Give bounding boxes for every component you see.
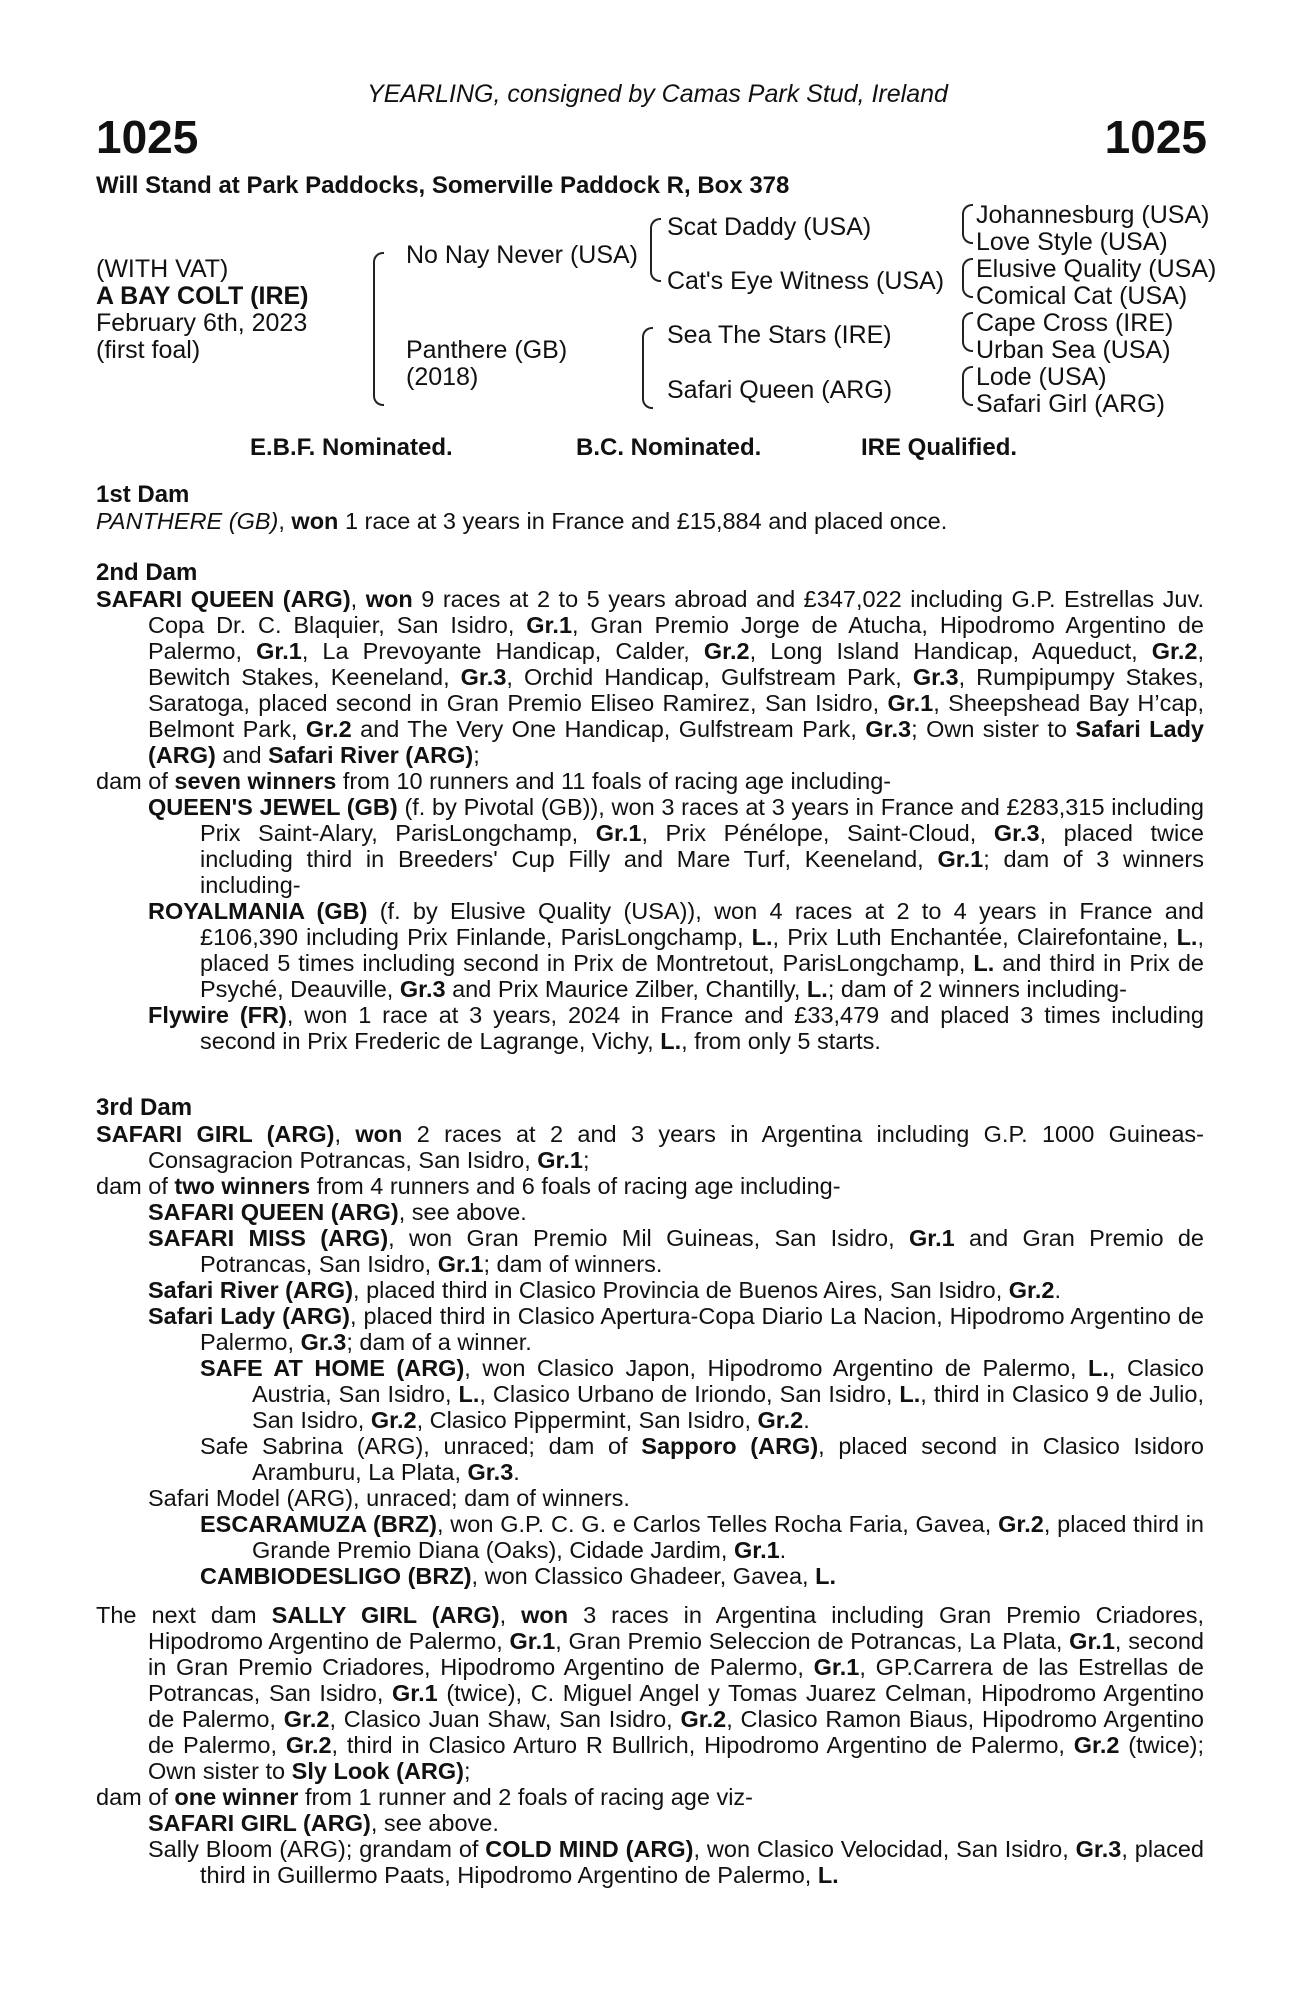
- lot-number-right: 1025: [1104, 111, 1207, 163]
- dam-record: SAFARI QUEEN (ARG), won 9 races at 2 to 5 years abroad and £347,022 including G.P. Estrellas Juv. Copa Dr. C. Blaquier, San Isidro, Gr.1, Gran Premio Jorge de Atucha, Hipodromo Argentino de Palermo, Gr.1, La Prevoyante Handicap, Calder, Gr.2, Long Island Handicap, Aqueduct, Gr.2, Bewitch Stakes, Keeneland, Gr.3, Orchid Handicap, Gulfstream Park, Gr.3, Rumpipumpy Stakes, Saratoga, placed second in Gran Premio Eliseo Ramirez, San Isidro, Gr.1, Sheepshead Bay H’cap, Belmont Park, Gr.2 and The Very One Handicap, Gulfstream Park, Gr.3; Own sister to Safari Lady (ARG) and Safari River (ARG);: [96, 586, 1204, 768]
- produce-entry: Sally Bloom (ARG); grandam of COLD MIND (ARG), won Clasico Velocidad, San Isidro, Gr.3, placed third in Guillermo Paats, Hipodromo Argentino de Palermo, L.: [148, 1836, 1204, 1888]
- brace-ds: [962, 312, 973, 352]
- dam-record: SAFARI GIRL (ARG), won 2 races at 2 and 3 years in Argentina including G.P. 1000 Guineas-Consagracion Potrancas, San Isidro, Gr.1;: [96, 1121, 1204, 1173]
- section-heading: 3rd Dam: [96, 1094, 193, 1121]
- sire-brace: [650, 218, 661, 282]
- bc-nomination: B.C. Nominated.: [576, 434, 762, 461]
- sire-sire-sire: Johannesburg (USA): [976, 201, 1210, 229]
- sire-dam-dam: Comical Cat (USA): [976, 282, 1188, 310]
- dam: Panthere (GB): [406, 336, 568, 364]
- lot-number-left: 1025: [96, 111, 199, 163]
- brace-sd: [962, 258, 973, 298]
- produce-summary: dam of two winners from 4 runners and 6 foals of racing age including-: [96, 1173, 841, 1199]
- sire-dam-sire: Elusive Quality (USA): [976, 255, 1217, 283]
- stand-location: Will Stand at Park Paddocks, Somerville Paddock R, Box 378: [96, 172, 790, 199]
- produce-entry: QUEEN'S JEWEL (GB) (f. by Pivotal (GB)), won 3 races at 3 years in France and £283,315 including Prix Saint-Alary, ParisLongchamp, Gr.1, Prix Pénélope, Saint-Cloud, Gr.3, placed twice including third in Breeders' Cup Filly and Mare Turf, Keeneland, Gr.1; dam of 3 winners including-: [148, 794, 1205, 898]
- section-heading: 2nd Dam: [96, 559, 198, 586]
- ebf-nomination: E.B.F. Nominated.: [250, 434, 453, 461]
- sire-sire-dam: Love Style (USA): [976, 228, 1168, 256]
- dam-dam-dam: Safari Girl (ARG): [976, 390, 1165, 418]
- ire-qualified: IRE Qualified.: [861, 434, 1018, 461]
- first-dam-section: [96, 482, 1204, 534]
- next-dam-section: [96, 1602, 1204, 1888]
- dam-dam: Safari Queen (ARG): [667, 376, 893, 404]
- produce-entry: Safe Sabrina (ARG), unraced; dam of Sapporo (ARG), placed second in Clasico Isidoro Aramburu, La Plata, Gr.3.: [200, 1433, 1204, 1485]
- foal-note: (first foal): [96, 336, 201, 364]
- first-dam-text: PANTHERE (GB), won 1 race at 3 years in France and £15,884 and placed once.: [96, 508, 948, 534]
- sire-dam: Cat's Eye Witness (USA): [667, 267, 945, 295]
- pedigree-brace: [373, 252, 384, 406]
- brace-dd: [962, 366, 973, 406]
- produce-entry: ROYALMANIA (GB) (f. by Elusive Quality (USA)), won 4 races at 2 to 4 years in France and £106,390 including Prix Finlande, ParisLongchamp, L., Prix Luth Enchantée, Clairefontaine, L., placed 5 times including second in Prix de Montretout, ParisLongchamp, L. and third in Prix de Psyché, Deauville, Gr.3 and Prix Maurice Zilber, Chantilly, L.; dam of 2 winners including-: [148, 898, 1204, 1002]
- dam-brace: [642, 327, 653, 409]
- produce-summary: dam of seven winners from 10 runners and 11 foals of racing age including-: [96, 768, 892, 794]
- brace-ss: [962, 204, 973, 244]
- third-dam-section: [96, 1095, 1204, 1589]
- produce-summary: dam of one winner from 1 runner and 2 foals of racing age viz-: [96, 1784, 753, 1810]
- produce-entry: SAFE AT HOME (ARG), won Clasico Japon, Hipodromo Argentino de Palermo, L., Clasico Austria, San Isidro, L., Clasico Urbano de Iriondo, San Isidro, L., third in Clasico 9 de Julio, San Isidro, Gr.2, Clasico Pippermint, San Isidro, Gr.2.: [200, 1355, 1204, 1433]
- produce-entry: Safari River (ARG), placed third in Clasico Provincia de Buenos Aires, San Isidro, Gr.2.: [148, 1277, 1062, 1303]
- produce-entry: CAMBIODESLIGO (BRZ), won Classico Ghadeer, Gavea, L.: [200, 1563, 836, 1589]
- produce-entry: SAFARI MISS (ARG), won Gran Premio Mil Guineas, San Isidro, Gr.1 and Gran Premio de Potrancas, San Isidro, Gr.1; dam of winners.: [148, 1225, 1205, 1277]
- vat-note: (WITH VAT): [96, 255, 229, 283]
- second-dam-section: [96, 560, 1204, 1054]
- produce-entry: ESCARAMUZA (BRZ), won G.P. C. G. e Carlos Telles Rocha Faria, Gavea, Gr.2, placed third in Grande Premio Diana (Oaks), Cidade Jardim, Gr.1.: [200, 1511, 1204, 1563]
- sire-sire: Scat Daddy (USA): [667, 213, 872, 241]
- section-heading: 1st Dam: [96, 481, 190, 508]
- dam-sire-dam: Urban Sea (USA): [976, 336, 1171, 364]
- produce-entry: Safari Model (ARG), unraced; dam of winners.: [148, 1485, 630, 1511]
- dam-sire: Sea The Stars (IRE): [667, 321, 892, 349]
- dam-dam-sire: Lode (USA): [976, 363, 1107, 391]
- dam-year: (2018): [406, 363, 479, 391]
- consignment-subtitle: YEARLING, consigned by Camas Park Stud, Ireland: [367, 80, 948, 108]
- sire: No Nay Never (USA): [406, 241, 638, 269]
- produce-entry: SAFARI GIRL (ARG), see above.: [148, 1810, 499, 1836]
- produce-entry: Safari Lady (ARG), placed third in Clasico Apertura-Copa Diario La Nacion, Hipodromo Argentino de Palermo, Gr.3; dam of a winner.: [148, 1303, 1205, 1355]
- dam-sire-sire: Cape Cross (IRE): [976, 309, 1174, 337]
- dam-record: The next dam SALLY GIRL (ARG), won 3 races in Argentina including Gran Premio Criadores, Hipodromo Argentino de Palermo, Gr.1, Gran Premio Seleccion de Potrancas, La Plata, Gr.1, second in Gran Premio Criadores, Hipodromo Argentino de Palermo, Gr.1, GP.Carrera de las Estrellas de Potrancas, San Isidro, Gr.1 (twice), C. Miguel Angel y Tomas Juarez Celman, Hipodromo Argentino de Palermo, Gr.2, Clasico Juan Shaw, San Isidro, Gr.2, Clasico Ramon Biaus, Hipodromo Argentino de Palermo, Gr.2, third in Clasico Arturo R Bullrich, Hipodromo Argentino de Palermo, Gr.2 (twice); Own sister to Sly Look (ARG);: [96, 1602, 1205, 1784]
- produce-entry: SAFARI QUEEN (ARG), see above.: [148, 1199, 527, 1225]
- foaling-date: February 6th, 2023: [96, 309, 308, 337]
- produce-entry: Flywire (FR), won 1 race at 3 years, 2024 in France and £33,479 and placed 3 times including second in Prix Frederic de Lagrange, Vichy, L., from only 5 starts.: [148, 1002, 1204, 1054]
- horse-name: A BAY COLT (IRE): [96, 282, 309, 310]
